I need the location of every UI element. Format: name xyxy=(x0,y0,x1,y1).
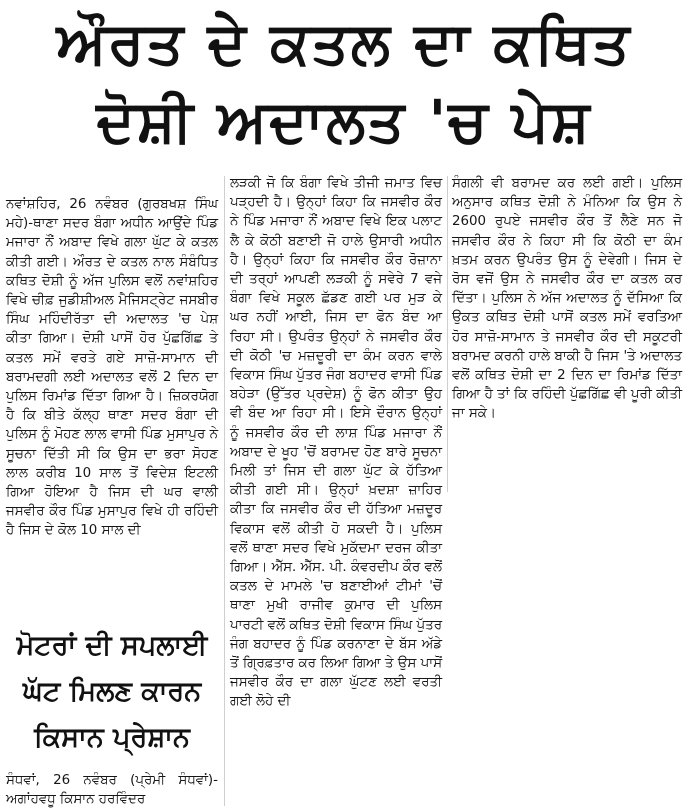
subheadline-line-2: ਘੱਟ ਮਿਲਣ ਕਾਰਨ xyxy=(22,676,202,707)
column-divider xyxy=(224,176,225,806)
subheadline-line-3: ਕਿਸਾਨ ਪ੍ਰੇਸ਼ਾਨ xyxy=(34,722,190,753)
article-column-3: ਸੰਗਲੀ ਵੀ ਬਰਾਮਦ ਕਰ ਲਈ ਗਈ। ਪੁਲਿਸ ਅਨੁਸਾਰ ਕਥਿਤ ਦੋਸ਼ੀ ਨੇ ਮੰਨਿਆ ਕਿ ਉਸ ਨੇ 2600 ਰੁਪਏ ਜਸਵੀਰ ਕੌਰ ਤੋਂ ਲੈਣੇ ਸਨ ਜੋ ਜਸਵੀਰ ਕੌਰ ਨੇ ਕਿਹਾ ਸੀ ਕਿ ਕੋਠੀ ਦਾ ਕੰਮ ਖ਼ਤਮ ਕਰਨ ਉਪਰੰਤ ਉਸ ਨੂੰ ਦੇਵੇਗੀ। ਜਿਸ ਦੇ ਰੋਸ ਵਜੋਂ ਉਸ ਨੇ ਜਸਵੀਰ ਕੌਰ ਦਾ ਕਤਲ ਕਰ ਦਿੱਤਾ। ਪੁਲਿਸ ਨੇ ਅੱਜ ਅਦਾਲਤ ਨੂੰ ਦੱਸਿਆ ਕਿ ਉਕਤ ਕਥਿਤ ਦੋਸ਼ੀ ਪਾਸੋਂ ਕਤਲ ਸਮੇਂ ਵਰਤਿਆ ਹੋਰ ਸਾਜ਼ੋ-ਸਾਮਾਨ ਤੇ ਜਸਵੀਰ ਕੌਰ ਦੀ ਸਕੂਟਰੀ ਬਰਾਮਦ ਕਰਨੀ ਹਾਲੇ ਬਾਕੀ ਹੈ ਜਿਸ 'ਤੇ ਅਦਾਲਤ ਵਲੋਂ ਕਥਿਤ ਦੋਸ਼ੀ ਦਾ 2 ਦਿਨ ਦਾ ਰਿਮਾਂਡ ਦਿੱਤਾ ਗਿਆ ਹੈ ਤਾਂ ਕਿ ਰਹਿੰਦੀ ਪੁੱਛਗਿੱਛ ਵੀ ਪੂਰੀ ਕੀਤੀ ਜਾ ਸਕੇ। xyxy=(452,176,682,422)
subheadline-line-1: ਮੋਟਰਾਂ ਦੀ ਸਪਲਾਈ xyxy=(16,630,208,661)
second-article-body: ਸੰਧਵਾਂ, 26 ਨਵੰਬਰ (ਪ੍ਰੇਮੀ ਸੰਧਵਾਂ)-ਅਗਾਂਹਵਧੂ ਕਿਸਾਨ ਹਰਵਿੰਦਰ xyxy=(6,773,218,808)
article-column-1: ਨਵਾਂਸ਼ਹਿਰ, 26 ਨਵੰਬਰ (ਗੁਰਬਖਸ਼ ਸਿੰਘ ਮਹੇ)-ਥਾਣਾ ਸਦਰ ਬੰਗਾ ਅਧੀਨ ਆਉਂਦੇ ਪਿੰਡ ਮਜਾਰਾ ਨੌਂ ਅਬਾਦ ਵਿਖੇ ਗਲਾ ਘੁੱਟ ਕੇ ਕਤਲ ਕੀਤੀ ਗਈ। ਔਰਤ ਦੇ ਕਤਲ ਨਾਲ ਸੰਬੰਧਿਤ ਕਥਿਤ ਦੋਸ਼ੀ ਨੂੰ ਅੱਜ ਪੁਲਿਸ ਵਲੋਂ ਨਵਾਂਸ਼ਹਿਰ ਵਿਖੇ ਚੀਫ਼ ਜੁਡੀਸ਼ੀਅਲ ਮੈਜਿਸਟ੍ਰੇਟ ਜਸਬੀਰ ਸਿੰਘ ਮਹਿੰਦੀਰੱਤਾ ਦੀ ਅਦਾਲਤ 'ਚ ਪੇਸ਼ ਕੀਤਾ ਗਿਆ। ਦੋਸ਼ੀ ਪਾਸੋਂ ਹੋਰ ਪੁੱਛਗਿੱਛ ਤੇ ਕਤਲ ਸਮੇਂ ਵਰਤੇ ਗਏ ਸਾਜ਼ੋ-ਸਾਮਾਨ ਦੀ ਬਰਾਮਦਗੀ ਲਈ ਅਦਾਲਤ ਵਲੋਂ 2 ਦਿਨ ਦਾ ਪੁਲਿਸ ਰਿਮਾਂਡ ਦਿੱਤਾ ਗਿਆ ਹੈ। ਜ਼ਿਕਰਯੋਗ ਹੈ ਕਿ ਬੀਤੇ ਕੱਲ੍ਹ ਥਾਣਾ ਸਦਰ ਬੰਗਾ ਦੀ ਪੁਲਿਸ ਨੂੰ ਮੋਹਣ ਲਾਲ ਵਾਸੀ ਪਿੰਡ ਮੁਸਾਪੁਰ ਨੇ ਸੂਚਨਾ ਦਿੱਤੀ ਸੀ ਕਿ ਉਸ ਦਾ ਭਰਾ ਸੋਹਣ ਲਾਲ ਕਰੀਬ 10 ਸਾਲ ਤੋਂ ਵਿਦੇਸ਼ ਇਟਲੀ ਗਿਆ ਹੋਇਆ ਹੈ ਜਿਸ ਦੀ ਘਰ ਵਾਲੀ ਜਸਵੀਰ ਕੌਰ ਪਿੰਡ ਮੁਸਾਪੁਰ ਵਿਖੇ ਹੀ ਰਹਿੰਦੀ ਹੈ ਜਿਸ ਦੇ ਕੋਲ 10 ਸਾਲ ਦੀ xyxy=(6,197,218,539)
headline-line-2: ਦੋਸ਼ੀ ਅਦਾਲਤ 'ਚ ਪੇਸ਼ xyxy=(96,87,592,155)
column-divider xyxy=(447,176,448,492)
headline-line-1: ਔਰਤ ਦੇ ਕਤਲ ਦਾ ਕਥਿਤ xyxy=(56,9,632,77)
article-column-2: ਲੜਕੀ ਜੋ ਕਿ ਬੰਗਾ ਵਿਖੇ ਤੀਜੀ ਜਮਾਤ ਵਿਚ ਪੜ੍ਹਦੀ ਹੈ। ਉਨ੍ਹਾਂ ਕਿਹਾ ਕਿ ਜਸਵੀਰ ਕੌਰ ਨੇ ਪਿੰਡ ਮਜਾਰਾ ਨੌਂ ਅਬਾਦ ਵਿਖੇ ਇਕ ਪਲਾਟ ਲੈ ਕੇ ਕੋਠੀ ਬਣਾਈ ਜੋ ਹਾਲੇ ਉਸਾਰੀ ਅਧੀਨ ਹੈ। ਉਨ੍ਹਾਂ ਕਿਹਾ ਕਿ ਜਸਵੀਰ ਕੌਰ ਰੋਜ਼ਾਨਾ ਦੀ ਤਰ੍ਹਾਂ ਆਪਣੀ ਲੜਕੀ ਨੂੰ ਸਵੇਰੇ 7 ਵਜੇ ਬੰਗਾ ਵਿਖੇ ਸਕੂਲ ਛੱਡਣ ਗਈ ਪਰ ਮੁੜ ਕੇ ਘਰ ਨਹੀਂ ਆਈ, ਜਿਸ ਦਾ ਫੋਨ ਬੰਦ ਆ ਰਿਹਾ ਸੀ। ਉਪਰੰਤ ਉਨ੍ਹਾਂ ਨੇ ਜਸਵੀਰ ਕੌਰ ਦੀ ਕੋਠੀ 'ਚ ਮਜ਼ਦੂਰੀ ਦਾ ਕੰਮ ਕਰਨ ਵਾਲੇ ਵਿਕਾਸ ਸਿੰਘ ਪੁੱਤਰ ਜੰਗ ਬਹਾਦਰ ਵਾਸੀ ਪਿੰਡ ਬਹੇੜਾ (ਉੱਤਰ ਪ੍ਰਦੇਸ਼) ਨੂੰ ਫੋਨ ਕੀਤਾ ਉਹ ਵੀ ਬੰਦ ਆ ਰਿਹਾ ਸੀ। ਇਸੇ ਦੌਰਾਨ ਉਨ੍ਹਾਂ ਨੂੰ ਜਸਵੀਰ ਕੌਰ ਦੀ ਲਾਸ਼ ਪਿੰਡ ਮਜਾਰਾ ਨੌਂ ਅਬਾਦ ਦੇ ਖੂਹ 'ਚੋਂ ਬਰਾਮਦ ਹੋਣ ਬਾਰੇ ਸੂਚਨਾ ਮਿਲੀ ਤਾਂ ਜਿਸ ਦੀ ਗਲਾ ਘੁੱਟ ਕੇ ਹੱਤਿਆ ਕੀਤੀ ਗਈ ਸੀ। ਉਨ੍ਹਾਂ ਖ਼ਦਸ਼ਾ ਜ਼ਾਹਿਰ ਕੀਤਾ ਕਿ ਜਸਵੀਰ ਕੌਰ ਦੀ ਹੱਤਿਆ ਮਜ਼ਦੂਰ ਵਿਕਾਸ ਵਲੋਂ ਕੀਤੀ ਹੋ ਸਕਦੀ ਹੈ। ਪੁਲਿਸ ਵਲੋਂ ਥਾਣਾ ਸਦਰ ਵਿਖੇ ਮੁਕੱਦਮਾ ਦਰਜ ਕੀਤਾ ਗਿਆ। ਐੱਸ. ਐੱਸ. ਪੀ. ਕੰਵਰਦੀਪ ਕੌਰ ਵਲੋਂ ਕਤਲ ਦੇ ਮਾਮਲੇ 'ਚ ਬਣਾਈਆਂ ਟੀਮਾਂ 'ਚੋਂ ਥਾਣਾ ਮੁਖੀ ਰਾਜੀਵ ਕੁਮਾਰ ਦੀ ਪੁਲਿਸ ਪਾਰਟੀ ਵਲੋਂ ਕਥਿਤ ਦੋਸ਼ੀ ਵਿਕਾਸ ਸਿੰਘ ਪੁੱਤਰ ਜੰਗ ਬਹਾਦਰ ਨੂੰ ਪਿੰਡ ਕਰਨਾਣਾ ਦੇ ਬੱਸ ਅੱਡੇ ਤੋਂ ਗ੍ਰਿਫ਼ਤਾਰ ਕਰ ਲਿਆ ਗਿਆ ਤੇ ਉਸ ਪਾਸੋਂ ਜਸਵੀਰ ਕੌਰ ਦਾ ਗਲਾ ਘੁੱਟਣ ਲਈ ਵਰਤੀ ਗਈ ਲੋਹੇ ਦੀ xyxy=(230,176,442,710)
